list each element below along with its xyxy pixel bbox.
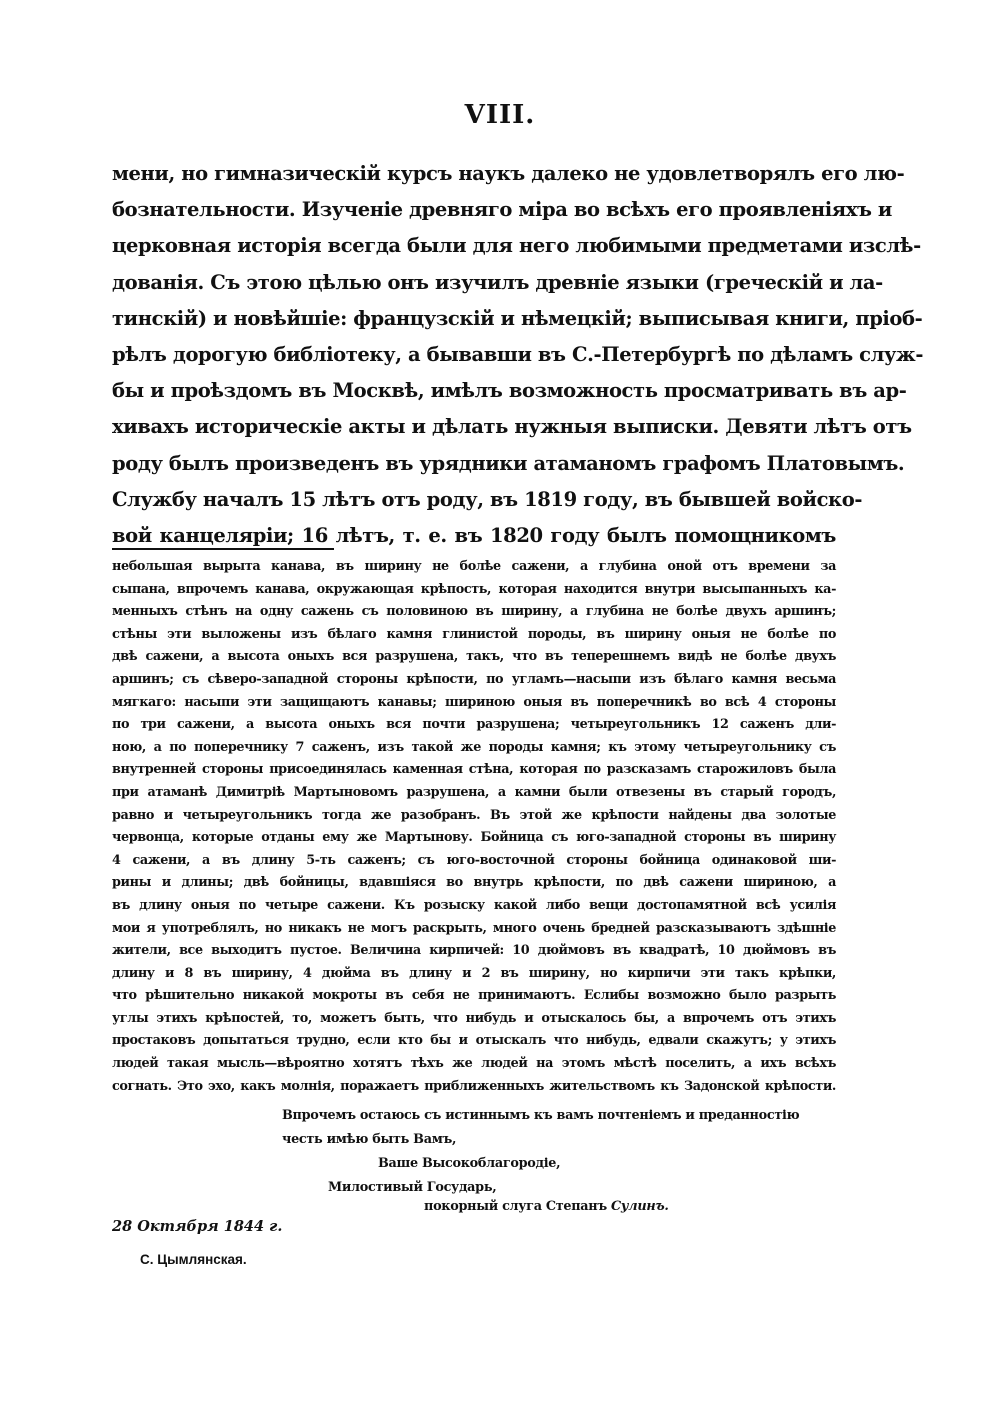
footnote-line: червонца, которые отданы ему же Мартынову. Бойница съ юго-западной стороны въ ширину <box>112 830 836 846</box>
footnote-line: въ длину оныя по четыре сажени. Къ розыску какой либо вещи достопамятной всѣ усилія <box>112 897 836 913</box>
main-line: роду былъ произведенъ въ урядники атаманомъ графомъ Платовымъ. <box>112 451 905 475</box>
footnote-line: двѣ сажени, а высота оныхъ вся разрушена, такъ, что въ теперешнемъ видѣ не болѣе двухъ <box>112 649 836 665</box>
footnote-line: согнать. Это эхо, какъ молнія, поражаетъ приближенныхъ жительствомъ къ Задонской крѣпости. <box>112 1078 836 1094</box>
signature-prefix: покорный слуга Степанъ <box>424 1199 607 1214</box>
main-text <box>112 156 924 554</box>
main-line: рѣлъ дорогую библіотеку, а бывавши въ С.-Петербургѣ по дѣламъ служ- <box>112 342 924 366</box>
footnote-line: стѣны эти выложены изъ бѣлаго камня глинистой породы, въ ширину оныя не болѣе по <box>112 626 836 642</box>
footnote-line: ною, а по поперечнику 7 саженъ, изъ такой же породы камня; къ этому четыреугольнику съ <box>112 739 836 755</box>
footnote-line: жители, все выходитъ пустое. Величина кирпичей: 10 дюймовъ въ квадратѣ, 10 дюймовъ въ <box>112 943 836 959</box>
footnote-text <box>112 556 836 1098</box>
main-line: дованія. Съ этою цѣлью онъ изучилъ древніе языки (греческій и ла- <box>112 270 883 294</box>
footnote-line: что рѣшительно никакой мокроты въ себя не принимаютъ. Еслибы возможно было разрыть <box>112 988 836 1004</box>
closing-line-regards: Впрочемъ остаюсь съ истиннымъ къ вамъ почтеніемъ и преданностію <box>282 1108 800 1123</box>
footnote-line: сыпана, впрочемъ канава, окружающая крѣпость, которая находится внутри высыпанныхъ ка- <box>112 581 836 597</box>
closing-signature <box>424 1199 669 1214</box>
footnote-line: мои я употреблялъ, но никакъ не могъ раскрыть, много очень бредней разсказываютъ здѣшніе <box>112 920 836 936</box>
main-line: тинскій) и новѣйшіе: французскій и нѣмецкій; выписывая книги, пріоб- <box>112 306 923 330</box>
closing-line-salutation: Милостивый Государь, <box>328 1180 497 1195</box>
main-line: бы и проѣздомъ въ Москвѣ, имѣлъ возможность просматривать въ ар- <box>112 379 907 403</box>
footnote-line: простаковъ допытаться трудно, если кто бы и отыскалъ что нибудь, едвали скажутъ; у этихъ <box>112 1033 836 1049</box>
footnote-line: 4 сажени, а въ длину 5-ть саженъ; съ юго-восточной стороны бойница одинаковой ши- <box>112 852 836 868</box>
main-line: бознательности. Изученіе древняго міра во всѣхъ его проявленіяхъ и <box>112 198 892 222</box>
main-line: хивахъ историческіе акты и дѣлать нужныя выписки. Девяти лѣтъ отъ <box>112 415 912 439</box>
letter-place: С. Цымлянская. <box>140 1252 247 1267</box>
footnote-line: равно и четыреугольникъ тогда же разобранъ. Въ этой же крѣпости найдены два золотые <box>112 807 836 823</box>
footnote-line: по три сажени, а высота оныхъ вся почти разрушена; четыреугольникъ 12 саженъ дли- <box>112 717 836 733</box>
footnote-line: внутренней стороны присоединялась каменная стѣна, которая по разсказамъ старожиловъ была <box>112 762 836 778</box>
closing-line-address: Ваше Высокоблагородіе, <box>378 1156 561 1171</box>
footnote-line: углы этихъ крѣпостей, то, можетъ быть, что нибудь и отыскалось бы, а впрочемъ отъ этихъ <box>112 1010 836 1026</box>
main-line: вой канцеляріи; 16 лѣтъ, т. е. въ 1820 году былъ помощникомъ <box>112 523 836 547</box>
footnote-line: аршинъ; съ сѣверо-западной стороны крѣпости, по угламъ—насыпи изъ бѣлаго камня весьма <box>112 671 836 687</box>
footnote-line: рины и длины; двѣ бойницы, вдавшіяся во внутрь крѣпости, по двѣ сажени шириною, а <box>112 875 836 891</box>
footnote-line: менныхъ стѣнъ на одну сажень съ половиною въ ширину, а глубина не болѣе двухъ аршинъ; <box>112 604 836 620</box>
closing-line-honor: честь имѣю быть Вамъ, <box>282 1132 457 1147</box>
signature-surname: Сулинъ. <box>611 1199 669 1214</box>
footnote-line: при атаманѣ Димитріѣ Мартыновомъ разрушена, а камни были отвезены въ старый городъ, <box>112 784 836 800</box>
page-number: VIII. <box>464 100 536 130</box>
main-line: церковная исторія всегда были для него любимыми предметами изслѣ- <box>112 234 921 258</box>
footnote-line: длину и 8 въ ширину, 4 дюйма въ длину и 2 въ ширину, но кирпичи эти такъ крѣпки, <box>112 965 836 981</box>
footnote-line: мягкаго: насыпи эти защищаютъ канавы; шириною оныя въ поперечникѣ во всѣ 4 стороны <box>112 694 836 710</box>
footnote-line: небольшая вырыта канава, въ ширину не болѣе сажени, а глубина оной отъ времени за <box>112 559 836 574</box>
main-line: Службу началъ 15 лѣтъ отъ роду, въ 1819 году, въ бывшей войско- <box>112 487 863 511</box>
main-line: мени, но гимназическій курсъ наукъ далеко не удовлетворялъ его лю- <box>112 162 905 185</box>
footnote-line: людей такая мысль—вѣроятно хотятъ тѣхъ же людей на этомъ мѣстѣ поселить, а ихъ всѣхъ <box>112 1056 836 1072</box>
letter-date: 28 Октября 1844 г. <box>112 1218 283 1235</box>
footnote-divider <box>112 548 334 550</box>
